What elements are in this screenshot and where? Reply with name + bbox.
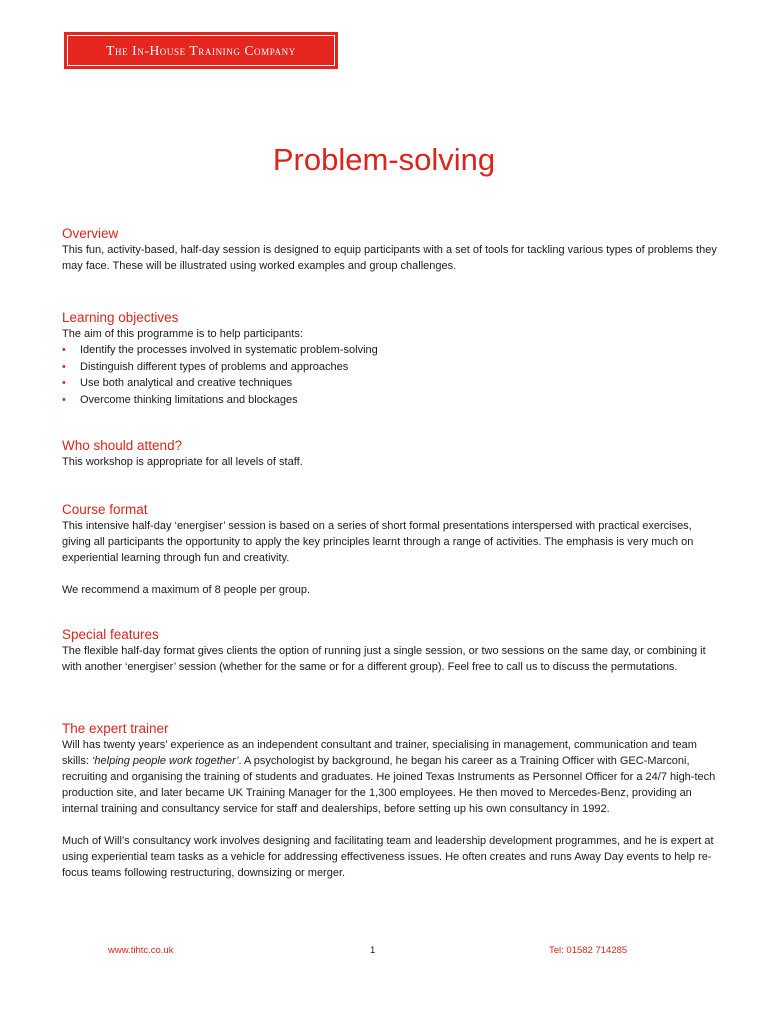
bullet-icon: • [62,377,66,389]
list-item-text: Overcome thinking limitations and blockages [80,393,298,406]
bullet-icon: • [62,344,66,356]
bullet-icon: • [62,393,66,406]
list-item-text: Use both analytical and creative techniques [80,377,293,389]
section-intro: The aim of this programme is to help participants: [62,328,303,340]
section-heading: Overview [62,226,119,241]
section-heading: Who should attend? [62,438,183,453]
list-item-text: Identify the processes involved in systematic problem-solving [80,344,378,356]
page-number: 1 [370,945,376,956]
section-text: We recommend a maximum of 8 people per group. [62,584,311,596]
logo-text: The In-House Training Company [106,42,296,58]
section-text: Much of Will’s consultancy work involves designing and facilitating team and leadership development programmes, and he is expert at using experiential team tasks as a vehicle for addressing effectiveness issues. He often creates and runs Away Day events to help re-focus teams following restructuring, downsizing or merger. [62,835,714,879]
section-text: This fun, activity-based, half-day session is designed to equip participants with a set of tools for tackling various types of problems they may face. These will be illustrated using worked examples and group challenges. [62,244,717,272]
list-item [62,375,722,392]
section-heading: Learning objectives [62,310,179,325]
section-text: The flexible half-day format gives clients the option of running just a single session, or two sessions on the same day, or combining it with another ‘energiser’ session (whether for the same or for a different group). Feel free to call us to discuss the permutations. [62,645,706,673]
company-logo [64,32,338,69]
section-heading: The expert trainer [62,721,169,736]
list-item [62,359,722,376]
section-who-should-attend [62,437,722,501]
text-span: . A psychologist by background, he began his career as a Training Officer with GEC-Marconi, recruiting and organising the training of students and graduates. He joined Texas Instruments as Personnel Officer for a 24/7 high-tech production site, and later became UK Training Manager for the 1,300 employees. He then moved to Mercedes-Benz, providing an internal training and consultancy service for staff and dealerships, before setting up his own consultancy in 1992. [62,755,716,815]
section-overview [62,225,722,309]
section-learning-objectives [62,309,722,437]
objectives-list [62,342,722,408]
footer-website-link[interactable]: www.tihtc.co.uk [108,945,174,956]
quote-text: ‘helping people work together’ [91,755,239,767]
footer-phone: Tel: 01582 714285 [549,945,628,956]
list-item [62,342,722,359]
text-span: Will has twenty years’ experience as an independent consultant and trainer, specialising in management, communication and team skills: [62,739,697,767]
page-title: Problem-solving [272,142,496,177]
section-special-features [62,626,722,720]
document-body [62,225,722,881]
section-text: This intensive half-day ‘energiser’ session is based on a series of short formal presentations interspersed with practical exercises, giving all participants the opportunity to apply the key principles learnt through a range of activities. The emphasis is very much on experiential learning through fun and creativity. [62,520,694,564]
section-heading: Special features [62,627,159,642]
section-text: This workshop is appropriate for all levels of staff. [62,456,303,468]
bullet-icon: • [62,360,66,373]
list-item-text: Distinguish different types of problems and approaches [80,360,349,373]
list-item [62,392,722,409]
section-expert-trainer [62,720,722,881]
section-heading: Course format [62,502,148,517]
section-text [62,737,722,817]
section-course-format [62,501,722,626]
